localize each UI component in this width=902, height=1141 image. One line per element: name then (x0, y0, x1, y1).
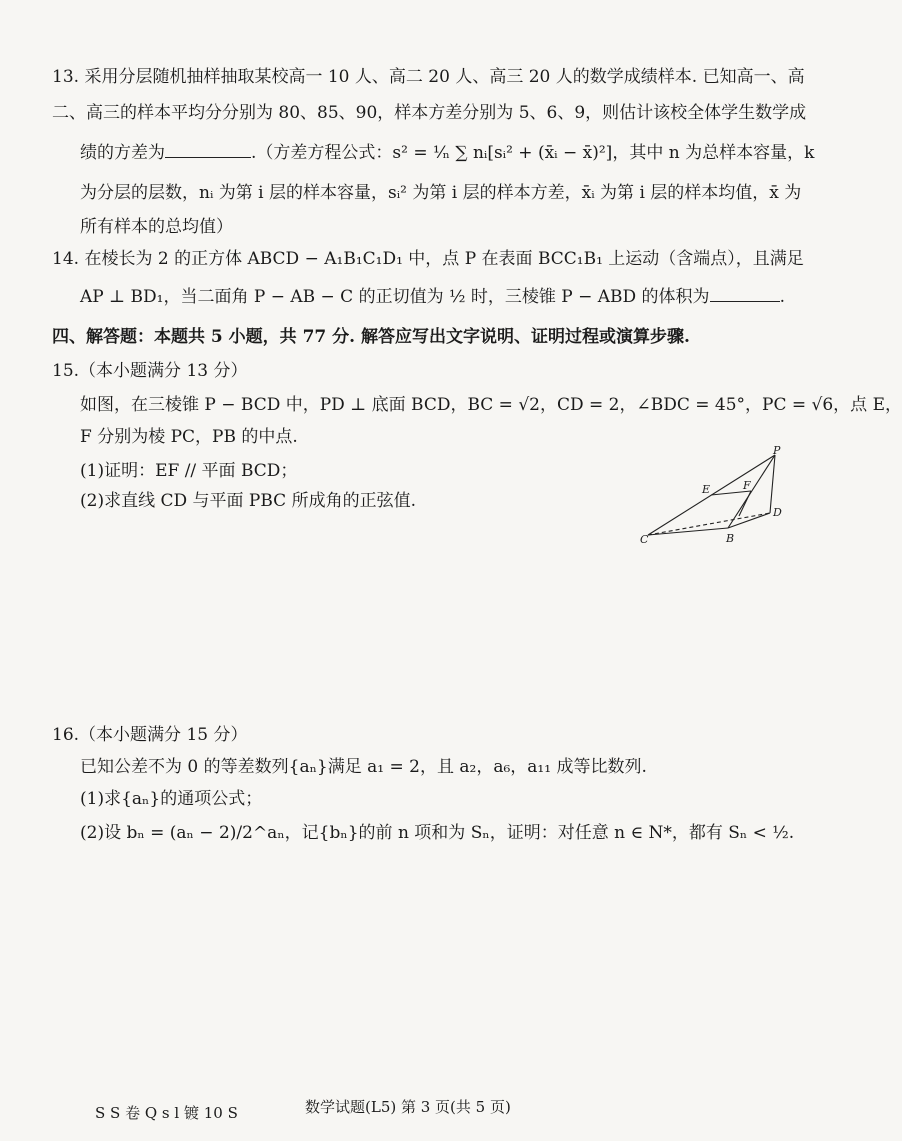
label-D: D (773, 506, 782, 519)
q15-part1: (1)证明：EF // 平面 BCD； (80, 461, 298, 481)
q16-header: 16.（本小题满分 15 分） (52, 725, 248, 745)
q13-line1: 13. 采用分层随机抽样抽取某校高一 10 人、高二 20 人、高三 20 人的数学成绩样本. 已知高一、高 (52, 67, 805, 87)
q15-part2: (2)求直线 CD 与平面 PBC 所成角的正弦值. (80, 491, 416, 511)
q13-line3 (80, 138, 814, 163)
q14-line2-post: . (779, 287, 785, 307)
q15-header: 15.（本小题满分 13 分） (52, 361, 248, 381)
q16-line1: 已知公差不为 0 的等差数列{aₙ}满足 a₁ = 2，且 a₂，a₆，a₁₁ 成等比数列. (80, 757, 647, 777)
q14-line2-pre: AP ⊥ BD₁，当二面角 P − AB − C 的正切值为 ½ 时，三棱锥 P − ABD 的体积为 (80, 287, 710, 307)
q15-line1: 如图，在三棱锥 P − BCD 中，PD ⊥ 底面 BCD，BC = √2，CD = 2，∠BDC = 45°，PC = √6，点 E， (80, 395, 902, 415)
edge-CB (648, 528, 728, 535)
q13-answer-blank (165, 143, 251, 158)
label-C: C (640, 533, 649, 546)
tetrahedron-figure (640, 445, 790, 545)
edge-BP (728, 455, 775, 528)
q13-line2: 二、高三的样本平均分分别为 80、85、90，样本方差分别为 5、6、9，则估计该校全体学生数学成 (52, 103, 807, 123)
q16-part1: (1)求{aₙ}的通项公式； (80, 789, 263, 809)
footer-page-number: 数学试题(L5) 第 3 页(共 5 页) (305, 1098, 511, 1116)
label-F: F (743, 479, 751, 492)
q13-line3-pre: 绩的方差为 (80, 143, 165, 163)
q13-line3-post: .（方差方程公式：s² = ¹⁄ₙ ∑ nᵢ[sᵢ² + (x̄ᵢ − x̄)²]，其中 n 为总样本容量，k (251, 143, 815, 163)
footer-left: S S 卷 Q s l 镀 10 S (95, 1104, 238, 1122)
q13-line4: 为分层的层数，nᵢ 为第 i 层的样本容量，sᵢ² 为第 i 层的样本方差，x̄ᵢ 为第 i 层的样本均值，x̄ 为 (80, 183, 802, 203)
q16-part2: (2)设 bₙ = (aₙ − 2)/2^aₙ，记{bₙ}的前 n 项和为 Sₙ，证明：对任意 n ∈ N*，都有 Sₙ < ½. (80, 823, 795, 843)
label-B: B (726, 532, 735, 545)
q15-line2: F 分别为棱 PC，PB 的中点. (80, 427, 298, 447)
q14-line1: 14. 在棱长为 2 的正方体 ABCD − A₁B₁C₁D₁ 中，点 P 在表面 BCC₁B₁ 上运动（含端点），且满足 (52, 249, 804, 269)
label-P: P (773, 444, 781, 457)
edge-PD (770, 455, 775, 513)
segment-F-to-base (739, 491, 751, 516)
q14-line2 (80, 282, 785, 307)
section4-heading: 四、解答题：本题共 5 小题，共 77 分. 解答应写出文字说明、证明过程或演算步骤. (52, 327, 690, 347)
q13-line5: 所有样本的总均值） (80, 217, 233, 237)
edge-BD (728, 513, 770, 528)
label-E: E (702, 483, 711, 496)
q14-answer-blank (710, 287, 780, 302)
